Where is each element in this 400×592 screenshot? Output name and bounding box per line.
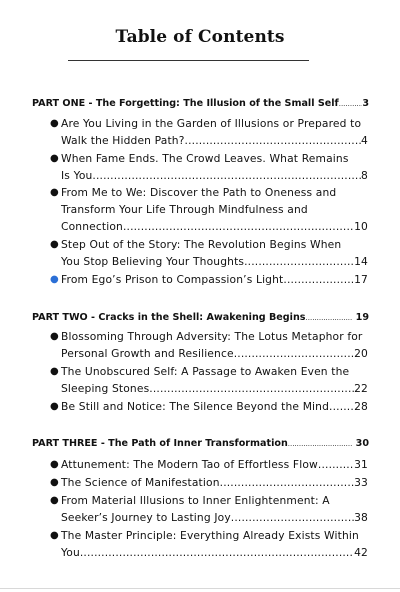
entry-title: Sleeping Stones: [61, 382, 150, 395]
dot-leader: [318, 456, 354, 473]
entry-page: 14: [354, 255, 368, 268]
entry-page: 22: [354, 382, 368, 395]
entry-line: Transform Your Life Through Mindfulness and: [61, 203, 308, 216]
entry-title: The Science of Manifestation: [61, 476, 220, 489]
bullet-icon: ●: [50, 495, 59, 506]
dot-leader: [244, 253, 354, 270]
entry-line: Step Out of the Story: The Revolution Begins When: [61, 238, 342, 251]
entry-page: 42: [354, 546, 368, 559]
bullet-icon: ●: [50, 366, 59, 377]
entry-page: 8: [361, 169, 368, 182]
bullet-icon: ●: [50, 274, 59, 285]
toc-entry[interactable]: [50, 492, 368, 526]
entry-title: You: [61, 546, 80, 559]
entry-line: Blossoming Through Adversity: The Lotus Metaphor for: [61, 330, 363, 343]
toc-entry[interactable]: [50, 474, 368, 491]
entry-page: 31: [354, 458, 368, 471]
part-title: PART TWO - Cracks in the Shell: Awakening Begins: [32, 312, 306, 323]
entry-title: Connection: [61, 220, 123, 233]
part-title: PART ONE - The Forgetting: The Illusion of the Small Self: [32, 98, 339, 109]
bullet-icon: ●: [50, 153, 59, 164]
bullet-icon: ●: [50, 239, 59, 250]
title-underline: [68, 60, 309, 61]
entry-title: Personal Growth and Resilience: [61, 347, 234, 360]
dot-leader: [339, 97, 363, 111]
toc-entry[interactable]: [50, 328, 368, 362]
toc-entry[interactable]: [50, 363, 368, 397]
entry-page: 20: [354, 347, 368, 360]
part-heading-one[interactable]: [32, 97, 369, 111]
toc-entry[interactable]: [50, 115, 368, 149]
dot-leader: [283, 271, 354, 288]
entry-line: The Master Principle: Everything Already Exists Within: [61, 529, 359, 542]
dot-leader: [149, 380, 354, 397]
bullet-icon: ●: [50, 459, 59, 470]
dot-leader: [234, 345, 354, 362]
bullet-icon: ●: [50, 401, 59, 412]
toc-entry[interactable]: [50, 527, 368, 561]
bullet-icon: ●: [50, 187, 59, 198]
entry-title: From Ego’s Prison to Compassion’s Light: [61, 273, 284, 286]
toc-entry[interactable]: [50, 271, 368, 288]
bullet-icon: ●: [50, 477, 59, 488]
toc-entry[interactable]: [50, 456, 368, 473]
dot-leader: [306, 311, 353, 325]
dot-leader: [185, 132, 362, 149]
entry-page: 28: [354, 400, 368, 413]
toc-entry[interactable]: [50, 150, 368, 184]
part-title: PART THREE - The Path of Inner Transformation: [32, 438, 288, 449]
page-bottom-divider: [0, 588, 400, 589]
dot-leader: [96, 167, 361, 184]
page-title: Table of Contents: [115, 27, 285, 47]
entry-title: Attunement: The Modern Tao of Effortless Flow: [61, 458, 318, 471]
entry-line: From Material Illusions to Inner Enlightenment: A: [61, 494, 330, 507]
dot-leader: [220, 474, 354, 491]
part-page: 3: [362, 98, 369, 109]
entry-title: Seeker’s Journey to Lasting Joy: [61, 511, 231, 524]
entry-line: When Fame Ends. The Crowd Leaves. What Remains: [61, 152, 349, 165]
entry-page: 10: [354, 220, 368, 233]
entry-page: 38: [354, 511, 368, 524]
entry-title: Be Still and Notice: The Silence Beyond the Mind: [61, 400, 330, 413]
dot-leader: [288, 437, 353, 451]
toc-entry[interactable]: [50, 184, 368, 235]
entry-line: From Me to We: Discover the Path to Oneness and: [61, 186, 337, 199]
entry-line: Are You Living in the Garden of Illusions or Prepared to: [61, 117, 362, 130]
entry-line: The Unobscured Self: A Passage to Awaken Even the: [61, 365, 350, 378]
dot-leader: [123, 218, 354, 235]
part-page: 30: [355, 438, 369, 449]
entry-page: 17: [354, 273, 368, 286]
entry-title: You Stop Believing Your Thoughts: [61, 255, 245, 268]
dot-leader: [231, 509, 354, 526]
dot-leader: [329, 398, 354, 415]
part-heading-three[interactable]: [32, 437, 369, 451]
entry-title: Is You.: [61, 169, 96, 182]
bullet-icon: ●: [50, 331, 59, 342]
toc-entry[interactable]: [50, 398, 368, 415]
bullet-icon: ●: [50, 530, 59, 541]
dot-leader: [80, 544, 354, 561]
entry-page: 33: [354, 476, 368, 489]
bullet-icon: ●: [50, 118, 59, 129]
entry-page: 4: [361, 134, 368, 147]
toc-entry[interactable]: [50, 236, 368, 270]
part-page: 19: [355, 312, 369, 323]
entry-title: Walk the Hidden Path?: [61, 134, 185, 147]
part-heading-two[interactable]: [32, 311, 369, 325]
